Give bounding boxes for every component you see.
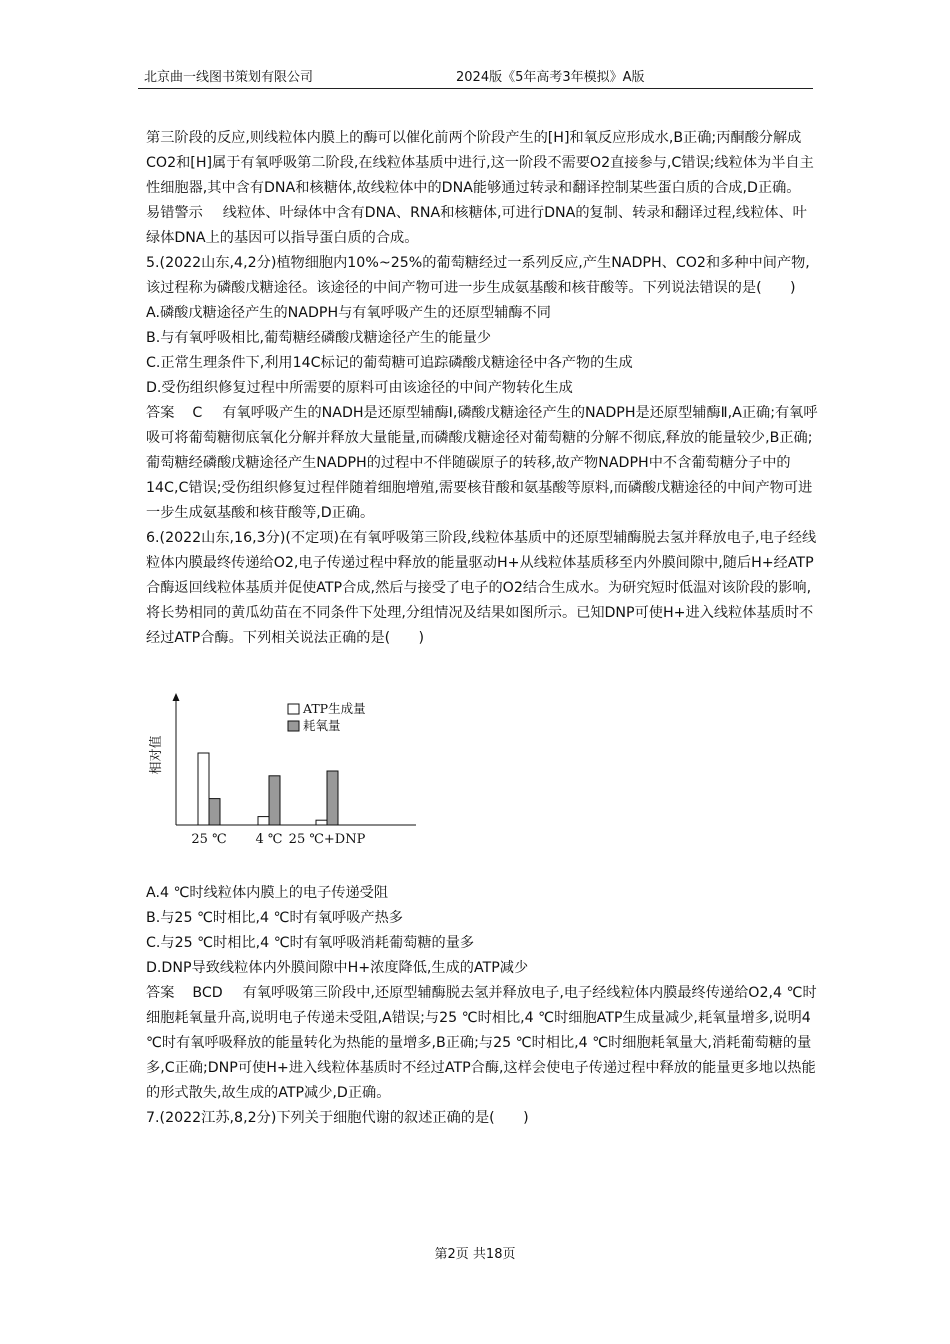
bar-atp-1	[258, 817, 269, 825]
legend-label-oxygen: 耗氧量	[303, 718, 341, 733]
question-6-option-a: A.4 ℃时线粒体内膜上的电子传递受阻	[146, 885, 389, 901]
x-tick-label: 25 ℃	[191, 832, 227, 847]
legend-swatch-atp	[288, 704, 299, 714]
answer-key: C	[192, 405, 203, 421]
question-6-option-c: C.与25 ℃时相比,4 ℃时有氧呼吸消耗葡萄糖的量多	[146, 935, 475, 951]
question-6-stem: 6.(2022山东,16,3分)(不定项)在有氧呼吸第三阶段,线粒体基质中的还原型辅酶脱去氢并释放电子,电子经线粒体内膜最终传递给O2,电子传递过程中释放的能量驱动H+从线粒体基质移至内外膜间隙中,随后H+经ATP合酶返回线粒体基质并促使ATP合成,然后与接受了电子的O2结合生成水。为研究短时低温对该阶段的影响,将长势相同的黄瓜幼苗在不同条件下处理,分组情况及结果如图所示。已知DNP可使H+进入线粒体基质时不经过ATP合酶。下列相关说法正确的是( )	[146, 530, 817, 646]
bar-oxygen-2	[327, 771, 338, 825]
x-tick-label: 25 ℃+DNP	[288, 832, 366, 847]
question-5-option-d: D.受伤组织修复过程中所需要的原料可由该途径的中间产物转化生成	[146, 380, 573, 396]
x-tick-label: 4 ℃	[255, 832, 283, 847]
question-7-stem: 7.(2022江苏,8,2分)下列关于细胞代谢的叙述正确的是( )	[146, 1110, 529, 1126]
answer-explanation: 有氧呼吸产生的NADH是还原型辅酶Ⅰ,磷酸戊糖途径产生的NADPH是还原型辅酶Ⅱ,A正确;有氧呼吸可将葡萄糖彻底氧化分解并释放大量能量,而磷酸戊糖途径对葡萄糖的分解不彻底,释放的能量较少,B正确;葡萄糖经磷酸戊糖途径产生NADPH的过程中不伴随碳原子的转移,故产物NADPH中不含葡萄糖分子中的14C,C错误;受伤组织修复过程伴随着细胞增殖,需要核苷酸和氨基酸等原料,而磷酸戊糖途径的中间产物可进一步生成氨基酸和核苷酸等,D正确。	[146, 405, 818, 521]
answer-label: 答案	[146, 405, 175, 421]
bar-oxygen-0	[209, 799, 220, 825]
question-5-option-b: B.与有氧呼吸相比,葡萄糖经磷酸戊糖途径产生的能量少	[146, 330, 492, 346]
page-content	[146, 126, 818, 1131]
question-6-option-d: D.DNP导致线粒体内外膜间隙中H+浓度降低,生成的ATP减少	[146, 960, 529, 976]
publisher-name: 北京曲一线图书策划有限公司	[144, 70, 314, 85]
answer-explanation: 有氧呼吸第三阶段中,还原型辅酶脱去氢并释放电子,电子经线粒体内膜最终传递给O2,4 ℃时细胞耗氧量升高,说明电子传递未受阻,A错误;与25 ℃时相比,4 ℃时细胞ATP生成量减少,耗氧量增多,说明4 ℃时有氧呼吸释放的能量转化为热能的量增多,B正确;与25 ℃时相比,4 ℃时细胞耗氧量大,消耗葡萄糖的量多,C正确;DNP可使H+进入线粒体基质时不经过ATP合酶,这样会使电子传递过程中释放的能量更多地以热能的形式散失,故生成的ATP减少,D正确。	[146, 985, 817, 1101]
page-header	[138, 66, 813, 89]
answer-label: 答案	[146, 985, 175, 1001]
bar-oxygen-1	[269, 776, 280, 825]
prev-answer-continuation: 第三阶段的反应,则线粒体内膜上的酶可以催化前两个阶段产生的[H]和氧反应形成水,B正确;丙酮酸分解成CO2和[H]属于有氧呼吸第二阶段,在线粒体基质中进行,这一阶段不需要O2直接参与,C错误;线粒体为半自主性细胞器,其中含有DNA和核糖体,故线粒体中的DNA能够通过转录和翻译控制某些蛋白质的合成,D正确。	[146, 130, 814, 196]
question-5-option-a: A.磷酸戊糖途径产生的NADPH与有氧呼吸产生的还原型辅酶不同	[146, 305, 551, 321]
question-5-option-c: C.正常生理条件下,利用14C标记的葡萄糖可追踪磷酸戊糖途径中各产物的生成	[146, 355, 633, 371]
error-warning-text: 线粒体、叶绿体中含有DNA、RNA和核糖体,可进行DNA的复制、转录和翻译过程,线粒体、叶绿体DNA上的基因可以指导蛋白质的合成。	[146, 205, 807, 246]
y-axis-arrow	[173, 693, 180, 701]
question-5-answer	[146, 401, 818, 526]
error-warning-label: 易错警示	[146, 205, 203, 221]
question-6-option-b: B.与25 ℃时相比,4 ℃时有氧呼吸产热多	[146, 910, 403, 926]
answer-key: BCD	[192, 985, 223, 1001]
y-axis-label: 相对值	[149, 735, 164, 775]
bar-atp-0	[198, 753, 209, 825]
book-title: 2024版《5年高考3年模拟》A版	[456, 70, 645, 85]
legend-label-atp: ATP生成量	[303, 701, 366, 716]
page-footer: 第2页 共18页	[434, 1247, 516, 1262]
question-6-answer	[146, 981, 818, 1106]
error-warning	[146, 201, 818, 251]
legend-swatch-oxygen	[288, 721, 299, 731]
bar-chart	[148, 693, 448, 881]
question-5-stem: 5.(2022山东,4,2分)植物细胞内10%~25%的葡萄糖经过一系列反应,产生NADPH、CO2和多种中间产物,该过程称为磷酸戊糖途径。该途径的中间产物可进一步生成氨基酸和核苷酸等。下列说法错误的是( )	[146, 255, 810, 296]
bar-atp-2	[316, 820, 327, 825]
